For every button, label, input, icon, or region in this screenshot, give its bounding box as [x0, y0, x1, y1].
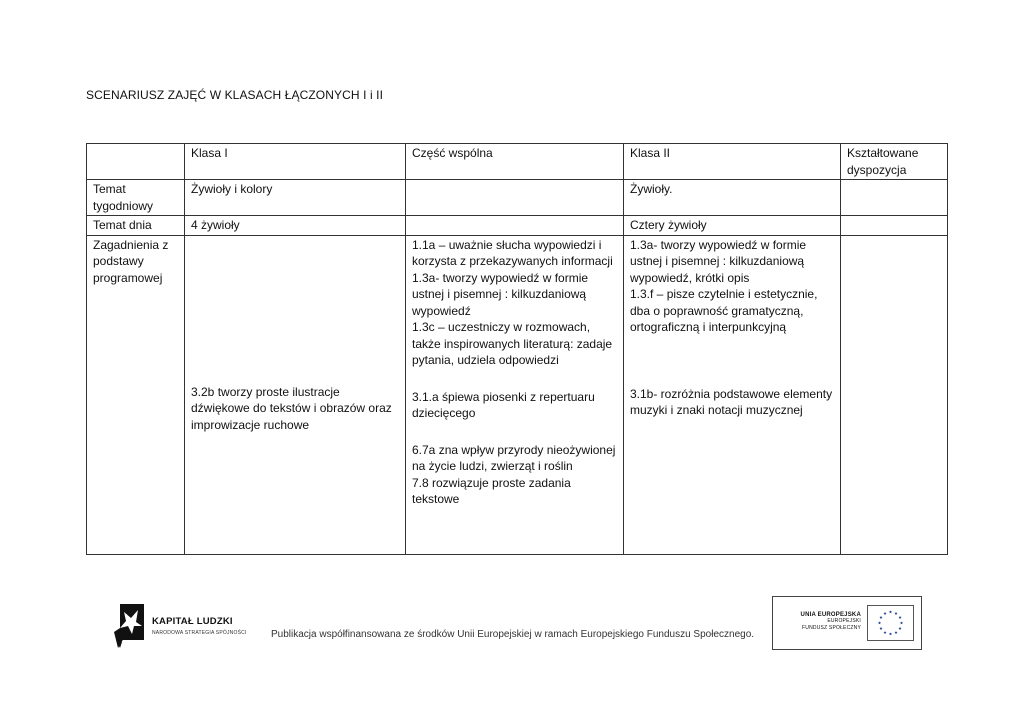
eu-star — [894, 631, 897, 634]
row-label-temat-dnia: Temat dnia — [87, 216, 185, 236]
wspolna-requirement-1-3a: 1.3a- tworzy wypowiedź w formie ustnej i pisemnej : kilkuzdaniową wypowiedź — [412, 270, 589, 318]
row-label-temat-tygodniowy: Temat tygodniowy — [87, 180, 185, 216]
klasa2-requirement-3-1b: 3.1b- rozróżnia podstawowe elementy muzyki i znaki notacji muzycznej — [630, 386, 833, 417]
row-label-zagadnienia: Zagadnienia z podstawy programowej — [87, 235, 185, 555]
cell-klasa1-zagadnienia — [185, 235, 406, 555]
cell-klasa2-temat-dnia: Cztery żywioły — [624, 216, 841, 236]
cell-wspolna-temat-dnia — [406, 216, 624, 236]
wspolna-requirement-7-8: 7.8 rozwiązuje proste zadania tekstowe — [412, 475, 571, 506]
klasa2-requirement-1-3a: 1.3a- tworzy wypowiedź w formie ustnej i pisemnej : kilkuzdaniową wypowiedź, krótki opis — [630, 237, 807, 285]
klasa1-requirement-3-2b: 3.2b tworzy proste ilustracje dźwiękowe do tekstów i obrazów oraz improwizacje ruchowe — [191, 384, 392, 432]
document-title: SCENARIUSZ ZAJĘĆ W KLASACH ŁĄCZONYCH I i II — [86, 88, 384, 102]
eu-star — [899, 627, 902, 630]
kapital-ludzki-logo — [114, 604, 254, 648]
header-klasa-1: Klasa I — [185, 144, 406, 180]
eu-star — [878, 621, 881, 624]
wspolna-requirement-1-1a: 1.1a – uważnie słucha wypowiedzi i korzysta z przekazywanych informacji — [412, 237, 613, 268]
wspolna-requirement-6-7a: 6.7a zna wpływ przyrody nieożywionej na życie ludzi, zwierząt i roślin — [412, 442, 616, 473]
cell-dyspozycje-temat-tygodniowy — [841, 180, 948, 216]
eu-star — [889, 632, 892, 635]
wspolna-requirement-3-1a: 3.1.a śpiewa piosenki z repertuaru dziecięcego — [412, 389, 595, 420]
table-row — [87, 180, 948, 216]
eu-logo-box — [772, 596, 922, 650]
eu-star — [879, 627, 882, 630]
eu-line-3: FUNDUSZ SPOŁECZNY — [802, 625, 861, 631]
header-czesc-wspolna: Część wspólna — [406, 144, 624, 180]
header-klasa-2: Klasa II — [624, 144, 841, 180]
kapital-ludzki-name: KAPITAŁ LUDZKI — [152, 616, 233, 627]
klasa2-requirement-1-3f: 1.3.f – pisze czytelnie i estetycznie, dba o poprawność gramatyczną, ortograficzną i interpunkcyjną — [630, 287, 818, 334]
cell-dyspozycje-zagadnienia — [841, 235, 948, 555]
kapital-ludzki-logo-icon — [114, 604, 148, 648]
eu-line-2: EUROPEJSKI — [827, 618, 861, 624]
cell-klasa1-temat-dnia: 4 żywioły — [185, 216, 406, 236]
schedule-table — [86, 143, 948, 555]
eu-logo-text — [781, 612, 861, 632]
eu-star — [899, 616, 902, 619]
cell-klasa2-temat-tygodniowy: Żywioły. — [624, 180, 841, 216]
page-footer — [0, 590, 1024, 660]
wspolna-requirement-1-3c: 1.3c – uczestniczy w rozmowach, także inspirowanych literaturą: zadaje pytania, udziela odpowiedzi — [412, 320, 613, 367]
publication-note: Publikacja współfinansowana ze środków Unii Europejskiej w ramach Europejskiego Funduszu Społecznego. — [271, 629, 755, 640]
eu-star — [894, 612, 897, 615]
cell-klasa1-temat-tygodniowy: Żywioły i kolory — [185, 180, 406, 216]
header-cell-empty — [87, 144, 185, 180]
header-dyspozycje: Kształtowane dyspozycja — [841, 144, 948, 180]
eu-star — [883, 612, 886, 615]
table-row — [87, 235, 948, 555]
eu-title: UNIA EUROPEJSKA — [800, 612, 861, 618]
cell-dyspozycje-temat-dnia — [841, 216, 948, 236]
eu-star — [889, 610, 892, 613]
eu-star — [879, 616, 882, 619]
cell-klasa2-zagadnienia — [624, 235, 841, 555]
kapital-ludzki-subtitle: NARODOWA STRATEGIA SPÓJNOŚCI — [152, 630, 247, 636]
eu-star — [900, 621, 903, 624]
table-row — [87, 216, 948, 236]
eu-star — [883, 631, 886, 634]
table-header-row — [87, 144, 948, 180]
eu-flag-icon — [867, 605, 914, 641]
cell-wspolna-temat-tygodniowy — [406, 180, 624, 216]
cell-wspolna-zagadnienia — [406, 235, 624, 555]
